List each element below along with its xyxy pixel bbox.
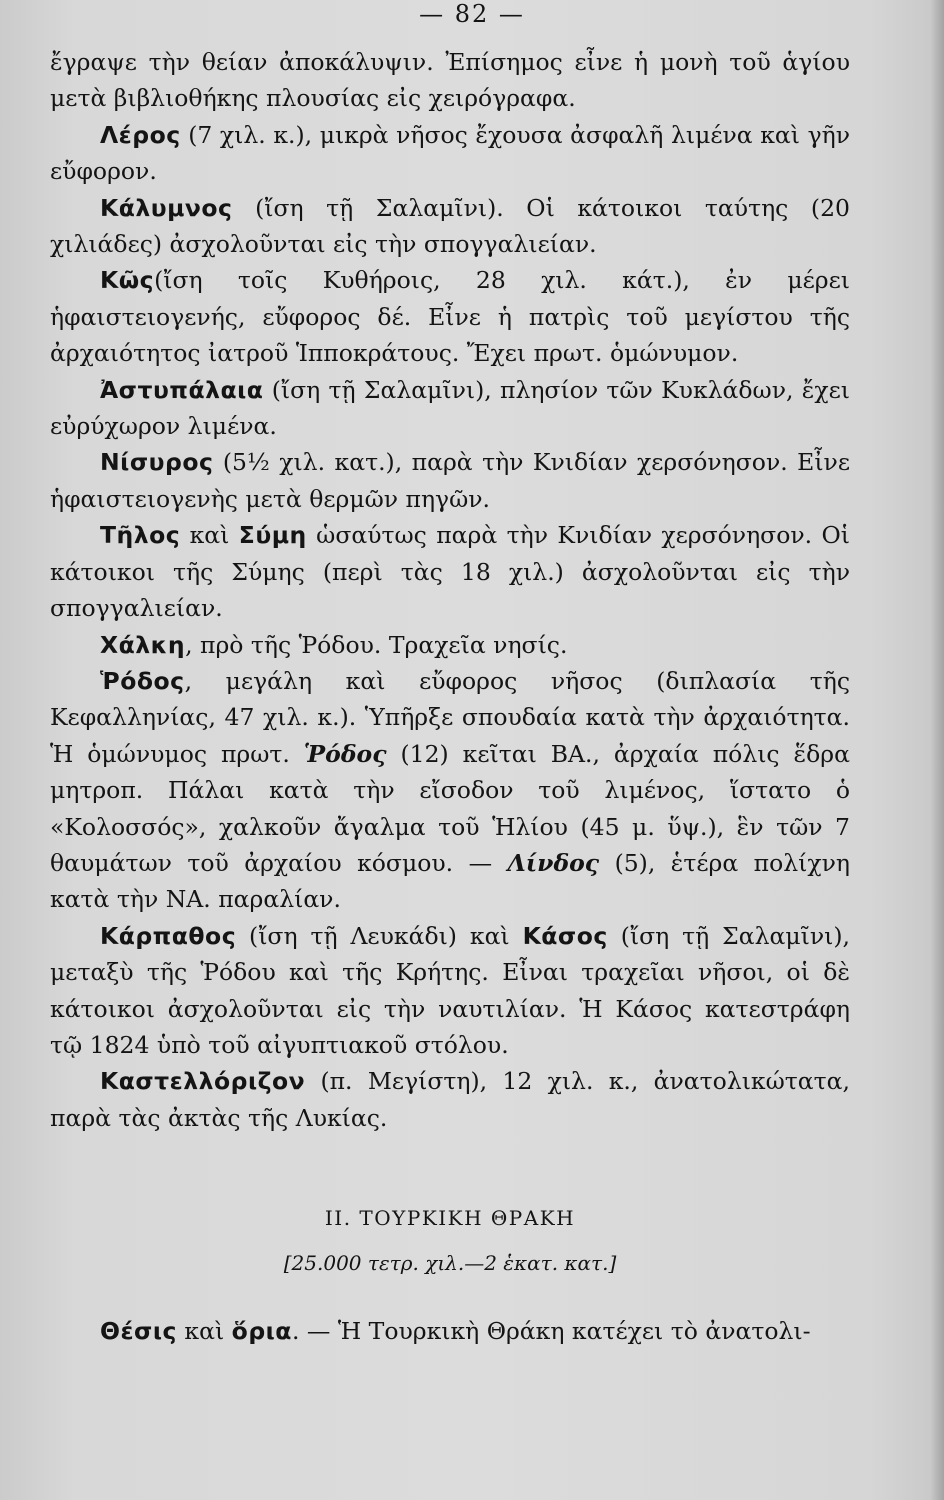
- body-text: [50, 44, 850, 1349]
- entry-term: Λέρος: [100, 120, 181, 149]
- entry-text: (ἴση τῇ Σαλαμῖνι), μεταξὺ τῆς Ῥόδου καὶ τῆς Κρήτης. Εἶναι τραχεῖαι νῆσοι, οἱ δὲ κάτοικοι ἀσχολοῦνται εἰς τὴν ναυτιλίαν. Ἡ Κάσος κατεστράφη τῷ 1824 ὑπὸ τοῦ αἰγυπτιακοῦ στόλου.: [50, 921, 850, 1059]
- entry-text: , μεγάλη καὶ εὔφορος νῆσος (διπλασία τῆς Κεφαλληνίας, 47 χιλ. κ.). Ὑπῆρξε σπουδαία κατὰ τὴν ἀρχαιότητα. Ἡ ὁμώνυμος πρωτ.: [50, 666, 850, 768]
- entry-term: Κῶς: [100, 266, 155, 295]
- entry-text: ὡσαύτως παρὰ τὴν Κνιδίαν χερσόνησον. Οἱ κάτοικοι τῆς Σύμης (περὶ τὰς 18 χιλ.) ἀσχολοῦνται εἰς τὴν σπογγαλιείαν.: [50, 521, 850, 623]
- entry-text-end: (5), ἑτέρα πολίχνη κατὰ τὴν ΝΑ. παραλίαν.: [50, 848, 850, 914]
- entry-tilos-symi: [50, 517, 850, 626]
- entry-text: (5½ χιλ. κατ.), παρὰ τὴν Κνιδίαν χερσόνησον. Εἶνε ἡφαιστειογενὴς μετὰ θερμῶν πηγῶν.: [50, 448, 850, 513]
- paragraph-text: ἔγραψε τὴν θείαν ἀποκάλυψιν. Ἐπίσημος εἶνε ἡ μονὴ τοῦ ἁγίου μετὰ βιβλιοθήκης πλουσίας εἰς χειρόγραφα.: [50, 48, 850, 113]
- entry-connector: καὶ: [176, 1317, 232, 1345]
- entry-text-continued: (12) κεῖται ΒΑ., ἀρχαία πόλις ἕδρα μητροπ. Πάλαι κατὰ τὴν εἴσοδον τοῦ λιμένος, ἵστατο ὁ «Κολοσσός», χαλκοῦν ἄγαλμα τοῦ Ἡλίου (45 μ. ὕψ.), ἓν τῶν 7 θαυμάτων τοῦ ἀρχαίου κόσμου. —: [50, 739, 850, 877]
- section-subtitle: [25.000 τετρ. χιλ.—2 ἑκατ. κατ.]: [283, 1250, 617, 1275]
- page-edge-shadow: [930, 0, 944, 1500]
- entry-karpathos-kasos: [50, 918, 850, 1064]
- entry-nisyros: [50, 444, 850, 517]
- entry-chalki: [50, 627, 850, 663]
- paragraph-patmos-continued: [50, 44, 850, 117]
- entry-kos: [50, 262, 850, 371]
- entry-text: (π. Μεγίστη), 12 χιλ. κ., ἀνατολικώτατα, παρὰ τὰς ἀκτὰς τῆς Λυκίας.: [50, 1067, 850, 1132]
- page-number: — 82 —: [419, 0, 525, 28]
- entry-term: Καστελλόριζον: [100, 1067, 306, 1096]
- entry-term: Χάλκη: [100, 630, 186, 659]
- entry-astypalaia: [50, 372, 850, 445]
- entry-kalymnos: [50, 190, 850, 263]
- entry-term: Κάρπαθος: [100, 921, 237, 950]
- emphasis-lindos: Λίνδος: [507, 848, 600, 877]
- entry-kastellorizo: [50, 1063, 850, 1136]
- entry-text: , πρὸ τῆς Ῥόδου. Τραχεῖα νησίς.: [185, 630, 568, 659]
- entry-text: (ἴση τῇ Σαλαμῖνι), πλησίον τῶν Κυκλάδων, ἔχει εὐρύχωρον λιμένα.: [50, 375, 850, 441]
- entry-text: (ἴση τοῖς Κυθήροις, 28 χιλ. κάτ.), ἐν μέρει ἡφαιστειογενής, εὔφορος δέ. Εἶνε ἡ πατρὶς τοῦ μεγίστου τῆς ἀρχαιότητος ἰατροῦ Ἱπποκράτους. Ἔχει πρωτ. ὁμώνυμον.: [50, 266, 850, 368]
- entry-term: Ἀστυπάλαια: [100, 375, 264, 404]
- entry-connector: (ἴση τῇ Λευκάδι) καὶ: [236, 921, 523, 950]
- entry-leros: [50, 117, 850, 190]
- entry-term: Θέσις: [100, 1317, 177, 1345]
- entry-term: Νίσυρος: [100, 448, 214, 477]
- entry-rhodes: [50, 663, 850, 918]
- entry-text: (ἴση τῇ Σαλαμῖνι). Οἱ κάτοικοι ταύτης (20 χιλιάδες) ἀσχολοῦνται εἰς τὴν σπογγαλιείαν.: [50, 193, 850, 259]
- entry-term-second: Κάσος: [522, 921, 608, 950]
- section-title: II. ΤΟΥΡΚΙΚΗ ΘΡΑΚΗ: [324, 1206, 576, 1231]
- entry-term-second: Σύμη: [238, 521, 307, 550]
- entry-term: Κάλυμνος: [100, 193, 233, 222]
- entry-text: (7 χιλ. κ.), μικρὰ νῆσος ἔχουσα ἀσφαλῆ λιμένα καὶ γῆν εὔφορον.: [50, 120, 850, 186]
- entry-term: Τῆλος: [100, 521, 181, 550]
- entry-connector: καὶ: [180, 521, 239, 550]
- entry-term: Ῥόδος: [100, 666, 185, 695]
- entry-text: . — Ἡ Τουρκικὴ Θράκη κατέχει τὸ ἀνατολι-: [291, 1317, 811, 1345]
- emphasis-rhodes-city: Ῥόδος: [303, 739, 387, 768]
- paragraph-position-borders: [50, 1313, 850, 1349]
- entry-term-second: ὅρια: [231, 1317, 292, 1345]
